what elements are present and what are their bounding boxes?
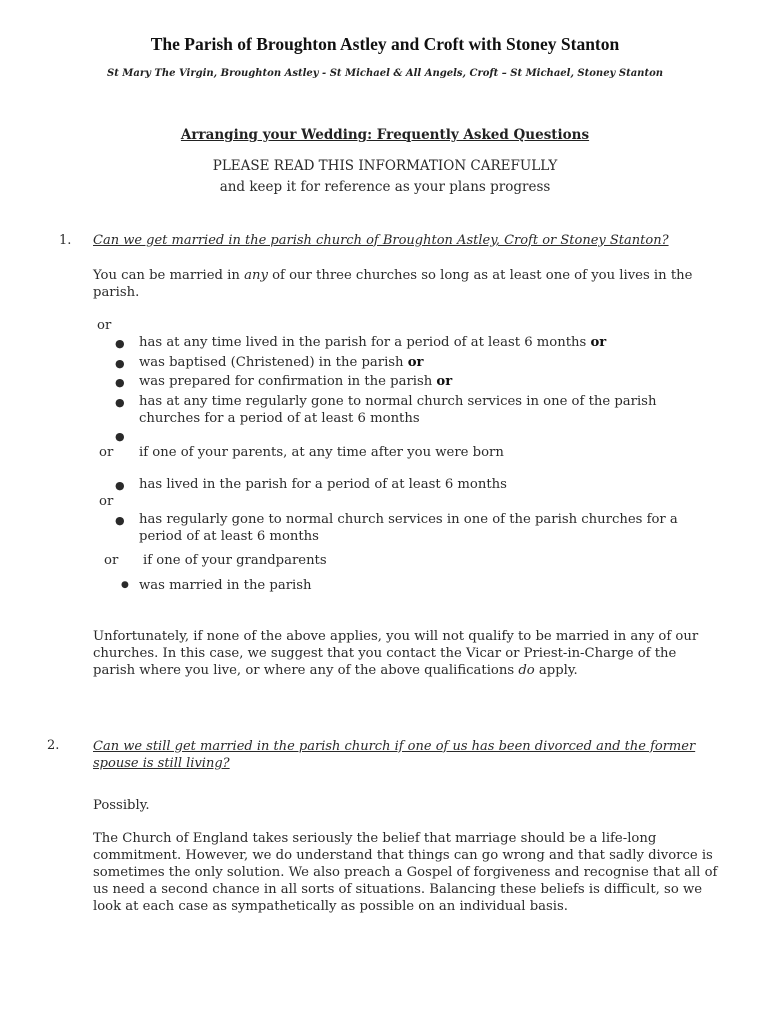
question-2-number: 2. — [47, 738, 60, 753]
or-label: or — [104, 553, 119, 568]
bullet-icon: ● — [115, 514, 125, 527]
question-2-short-answer: Possibly. — [93, 798, 150, 813]
bullet-icon: ● — [115, 376, 125, 389]
list-item: has at any time lived in the parish for a period of at least 6 months or — [139, 335, 607, 350]
question-1-closing: Unfortunately, if none of the above applies, you will not qualify to be married in any of our churches. In this case, we suggest that you contact the Vicar or Priest-in-Charge of the parish where you live, or where any of the above qualifications do apply. — [93, 629, 699, 678]
list-item: was married in the parish — [139, 578, 312, 593]
list-item: was baptised (Christened) in the parish or — [139, 355, 424, 370]
churches-subtitle: St Mary The Virgin, Broughton Astley - St Michael & All Angels, Croft – St Michael, Stoney Stanton — [106, 68, 664, 79]
list-item: has regularly gone to normal church services in one of the parish churches for a period of at least 6 months — [139, 512, 678, 544]
question-2-text: Can we still get married in the parish church if one of us has been divorced and the former spouse is still living? — [93, 739, 696, 771]
parents-line: if one of your parents, at any time after you were born — [139, 445, 504, 460]
question-1-number: 1. — [59, 233, 72, 248]
faq-heading: Arranging your Wedding: Frequently Asked Questions — [180, 127, 590, 143]
question-1-answer: You can be married in any of our three churches so long as at least one of you lives in the parish. — [93, 268, 693, 300]
grandparents-line: if one of your grandparents — [143, 553, 327, 568]
bullet-icon: ● — [115, 430, 125, 443]
bullet-icon: ● — [121, 580, 129, 590]
bullet-icon: ● — [115, 396, 125, 409]
notice-line-2: and keep it for reference as your plans progress — [219, 179, 551, 195]
question-1-text: Can we get married in the parish church of Broughton Astley, Croft or Stoney Stanton? — [93, 233, 669, 248]
list-item: has lived in the parish for a period of at least 6 months — [139, 477, 507, 492]
bullet-icon: ● — [115, 337, 125, 350]
list-item: has at any time regularly gone to normal church services in one of the parish churches for a period of at least 6 months — [139, 394, 657, 426]
or-label: or — [99, 494, 114, 509]
document-title: The Parish of Broughton Astley and Croft with Stoney Stanton — [150, 34, 620, 54]
bullet-icon: ● — [115, 357, 125, 370]
or-label: or — [97, 318, 112, 333]
or-label: or — [99, 445, 114, 460]
list-item: was prepared for confirmation in the parish or — [139, 374, 453, 389]
notice-line-1: PLEASE READ THIS INFORMATION CAREFULLY — [212, 158, 558, 174]
question-2-long-answer: The Church of England takes seriously the belief that marriage should be a life-long commitment. However, we do understand that things can go wrong and that sadly divorce is sometimes the only solution. We also preach a Gospel of forgiveness and recognise that all of us need a second chance in all sorts of situations. Balancing these beliefs is difficult, so we look at each case as sympathetically as possible on an individual basis. — [93, 831, 718, 914]
bullet-icon: ● — [115, 479, 125, 492]
